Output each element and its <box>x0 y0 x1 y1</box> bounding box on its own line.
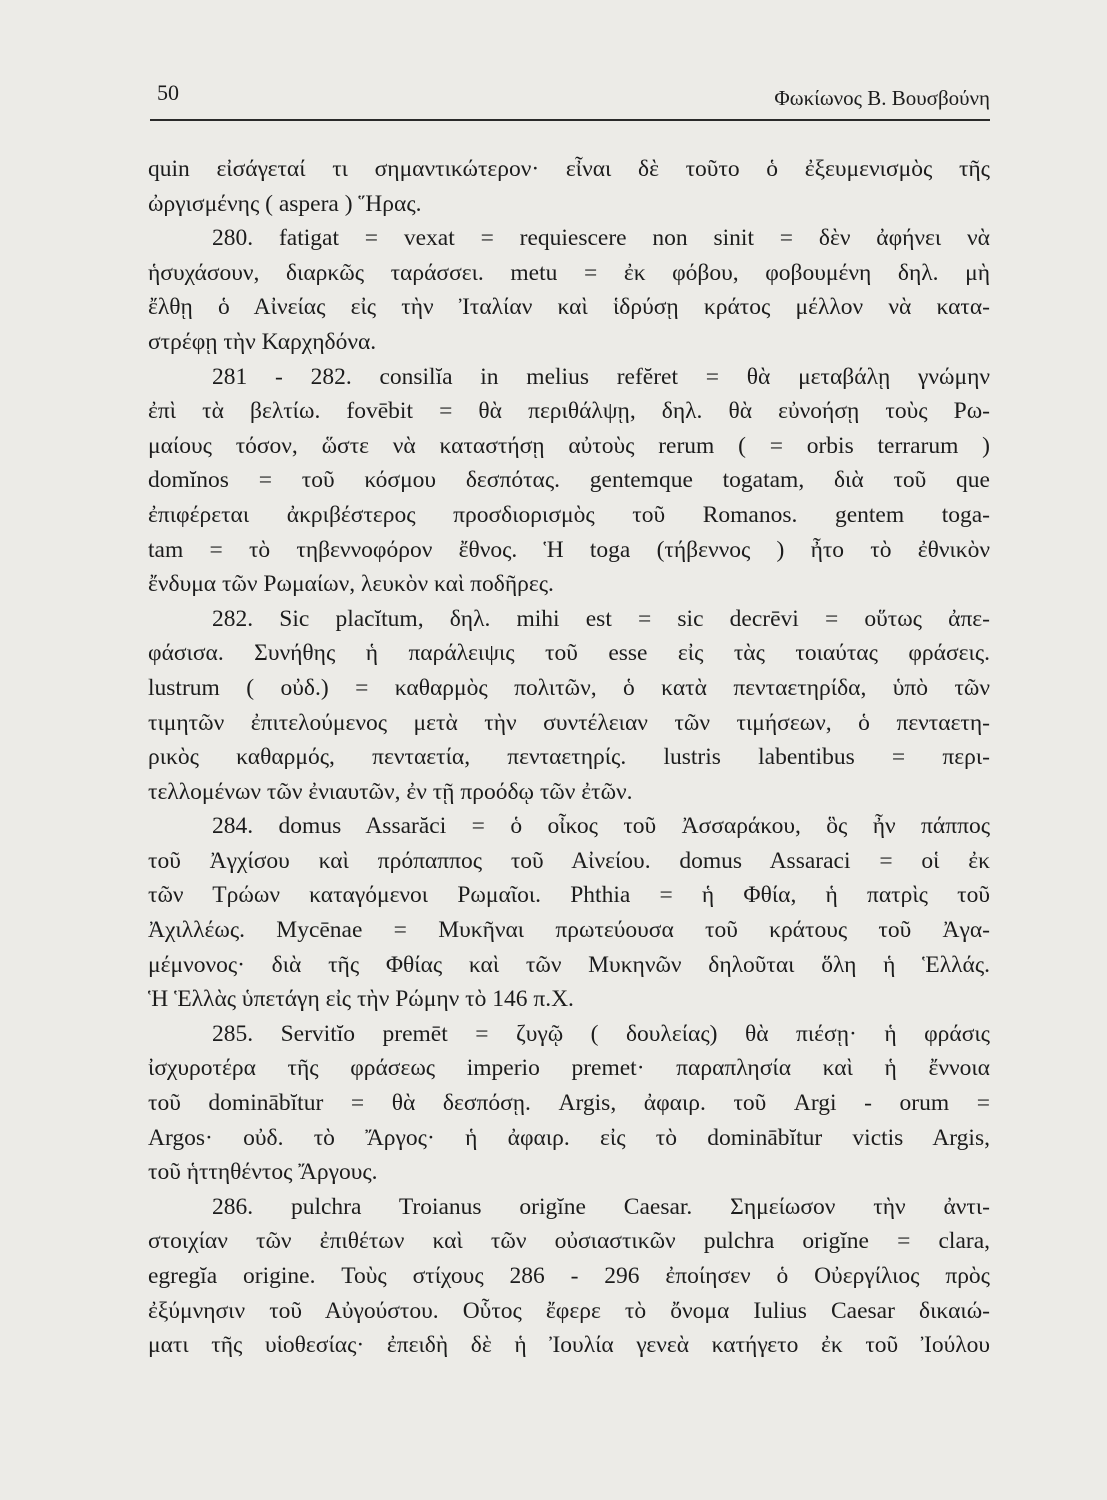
text-line: 282. Sic placĭtum, δηλ. mihi est = sic decrēvi = οὕτως ἀπε- <box>212 605 990 632</box>
text-line: τῶν Τρώων καταγόμενοι Ρωμαῖοι. Phthia = ἡ Φθία, ἡ πατρὶς τοῦ <box>148 882 990 909</box>
text-line: ἐπὶ τὰ βελτίω. fovēbit = θὰ περιθάλψῃ, δηλ. θὰ εὐνοήσῃ τοὺς Ρω- <box>148 398 990 425</box>
text-line: ἰσχυροτέρα τῆς φράσεως imperio premet· παραπλησία καὶ ἡ ἔννοια <box>148 1055 990 1082</box>
text-line: 280. fatigat = vexat = requiescere non sinit = δὲν ἀφήνει νὰ <box>212 225 990 252</box>
text-line: ἡσυχάσουν, διαρκῶς ταράσσει. metu = ἐκ φόβου, φοβουμένη δηλ. μὴ <box>148 259 990 286</box>
text-line: τοῦ Ἀγχίσου καὶ πρόπαππος τοῦ Αἰνείου. domus Assaraci = οἱ ἐκ <box>148 847 990 874</box>
text-line: ἐπιφέρεται ἀκριβέστερος προσδιορισμὸς τοῦ Romanos. gentem toga- <box>148 501 990 528</box>
running-head: Φωκίωνος Β. Βουσβούνη <box>774 86 990 110</box>
body-text <box>148 152 990 1363</box>
text-line: ἔνδυμα τῶν Ρωμαίων, λευκὸν καὶ ποδῆρες. <box>148 571 554 598</box>
text-line: μέμνονος· διὰ τῆς Φθίας καὶ τῶν Μυκηνῶν δηλοῦται ὅλη ἡ Ἑλλάς. <box>148 951 990 978</box>
text-line: τοῦ ἡττηθέντος Ἄργους. <box>148 1159 378 1186</box>
header-rule <box>150 119 990 121</box>
text-line: ματι τῆς υἱοθεσίας· ἐπειδὴ δὲ ἡ Ἰουλία γενεὰ κατήγετο ἐκ τοῦ Ἰούλου <box>148 1332 990 1359</box>
text-line: Ἡ Ἑλλὰς ὑπετάγη εἰς τὴν Ρώμην τὸ 146 π.Χ. <box>148 986 574 1013</box>
text-line: ἔλθῃ ὁ Αἰνείας εἰς τὴν Ἰταλίαν καὶ ἱδρύσῃ κράτος μέλλον νὰ κατα- <box>148 294 990 321</box>
text-line: τιμητῶν ἐπιτελούμενος μετὰ τὴν συντέλειαν τῶν τιμήσεων, ὁ πενταετη- <box>148 709 990 736</box>
text-line: τελλομένων τῶν ἐνιαυτῶν, ἐν τῇ προόδῳ τῶν ἐτῶν. <box>148 778 633 805</box>
text-line: ὠργισμένης ( aspera ) Ἥρας. <box>148 190 422 217</box>
text-line: φάσισα. Συνήθης ἡ παράλειψις τοῦ esse εἰς τὰς τοιαύτας φράσεις. <box>148 640 990 667</box>
page-header <box>150 80 990 110</box>
text-line: egregĭa origine. Τοὺς στίχους 286 - 296 ἐποίησεν ὁ Οὐεργίλιος πρὸς <box>148 1263 990 1289</box>
text-line: Argos· οὐδ. τὸ Ἄργος· ἡ ἀφαιρ. εἰς τὸ dominābĭtur victis Argis, <box>148 1124 990 1151</box>
text-line: 284. domus Assarăci = ὁ οἶκος τοῦ Ἀσσαράκου, ὃς ἦν πάππος <box>212 813 990 840</box>
text-line: ρικὸς καθαρμός, πενταετία, πενταετηρίς. lustris labentibus = περι- <box>148 744 990 771</box>
text-line: tam = τὸ τηβεννοφόρον ἔθνος. Ἡ toga (τήβεννος ) ἦτο τὸ ἐθνικὸν <box>148 536 990 563</box>
text-line: στοιχίαν τῶν ἐπιθέτων καὶ τῶν οὐσιαστικῶν pulchra origĭne = clara, <box>148 1228 990 1255</box>
text-line: 286. pulchra Troianus origĭne Caesar. Σημείωσον τὴν ἀντι- <box>212 1193 990 1220</box>
text-line: τοῦ dominābĭtur = θὰ δεσπόσῃ. Argis, ἀφαιρ. τοῦ Argi - orum = <box>148 1090 990 1117</box>
text-line: μαίους τόσον, ὥστε νὰ καταστήσῃ αὐτοὺς rerum ( = orbis terrarum ) <box>148 432 990 459</box>
text-line: 285. Servitĭo premēt = ζυγῷ ( δουλείας) θὰ πιέσῃ· ἡ φράσις <box>212 1020 990 1047</box>
text-line: domĭnos = τοῦ κόσμου δεσπότας. gentemque togatam, διὰ τοῦ que <box>148 467 990 494</box>
text-line: ἐξύμνησιν τοῦ Αὐγούστου. Οὗτος ἔφερε τὸ ὄνομα Iulius Caesar δικαιώ- <box>148 1297 990 1324</box>
text-line: quin εἰσάγεταί τι σημαντικώτερον· εἶναι δὲ τοῦτο ὁ ἐξευμενισμὸς τῆς <box>148 156 990 182</box>
text-line: 281 - 282. consilĭa in melius refĕret = θὰ μεταβάλῃ γνώμην <box>212 363 990 390</box>
page-number: 50 <box>157 80 179 105</box>
text-line: lustrum ( οὐδ.) = καθαρμὸς πολιτῶν, ὁ κατὰ πενταετηρίδα, ὑπὸ τῶν <box>148 674 990 701</box>
text-line: Ἀχιλλέως. Mycēnae = Μυκῆναι πρωτεύουσα τοῦ κράτους τοῦ Ἀγα- <box>148 917 990 944</box>
text-line: στρέφῃ τὴν Καρχηδόνα. <box>148 328 377 355</box>
